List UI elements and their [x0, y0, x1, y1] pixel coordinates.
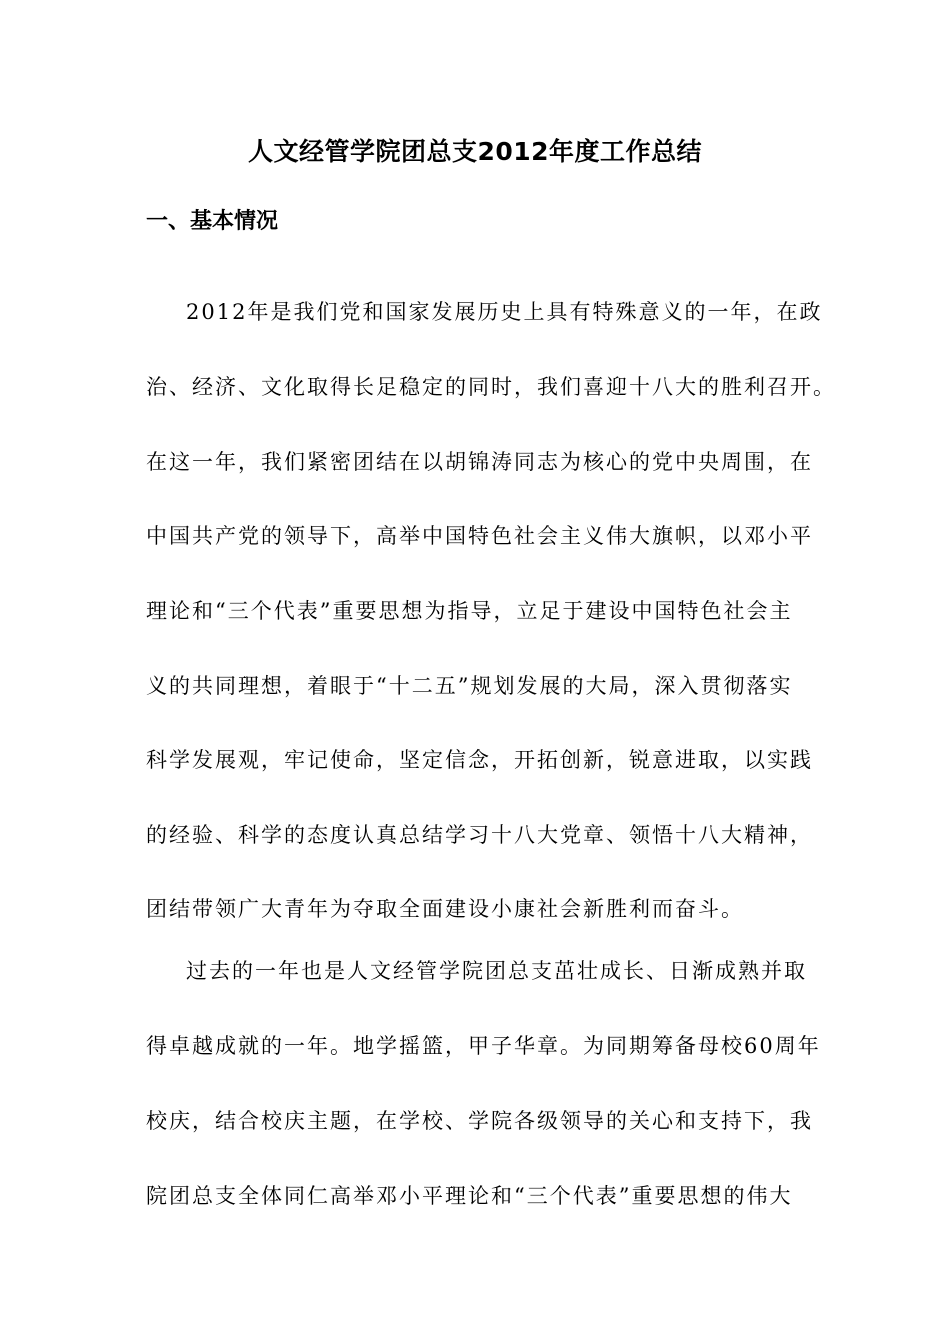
section-heading: 一、基本情况	[146, 209, 279, 234]
paragraph-line: 过去的一年也是人文经管学院团总支茁壮成长、日渐成熟并取	[186, 959, 807, 983]
paragraph-line: 治、经济、文化取得长足稳定的同时，我们喜迎十八大的胜利召开。	[146, 375, 836, 399]
paragraph-line: 理论和“三个代表”重要思想为指导，立足于建设中国特色社会主	[146, 599, 793, 623]
paragraph-line: 中国共产党的领导下，高举中国特色社会主义伟大旗帜，以邓小平	[146, 524, 813, 548]
paragraph-line: 的经验、科学的态度认真总结学习十八大党章、领悟十八大精神，	[146, 823, 813, 847]
paragraph-line: 义的共同理想，着眼于“十二五”规划发展的大局，深入贯彻落实	[146, 674, 793, 698]
paragraph-line: 2012年是我们党和国家发展历史上具有特殊意义的一年，在政	[186, 300, 823, 324]
paragraph-line: 团结带领广大青年为夺取全面建设小康社会新胜利而奋斗。	[146, 897, 744, 921]
paragraph-line: 校庆，结合校庆主题，在学校、学院各级领导的关心和支持下，我	[146, 1109, 813, 1133]
paragraph-line: 在这一年，我们紧密团结在以胡锦涛同志为核心的党中央周围，在	[146, 450, 813, 474]
paragraph-line: 科学发展观，牢记使命，坚定信念，开拓创新，锐意进取，以实践	[146, 748, 813, 772]
paragraph-line: 得卓越成就的一年。地学摇篮，甲子华章。为同期筹备母校60周年	[146, 1034, 821, 1058]
document-title: 人文经管学院团总支2012年度工作总结	[247, 137, 703, 166]
paragraph-line: 院团总支全体同仁高举邓小平理论和“三个代表”重要思想的伟大	[146, 1184, 793, 1208]
